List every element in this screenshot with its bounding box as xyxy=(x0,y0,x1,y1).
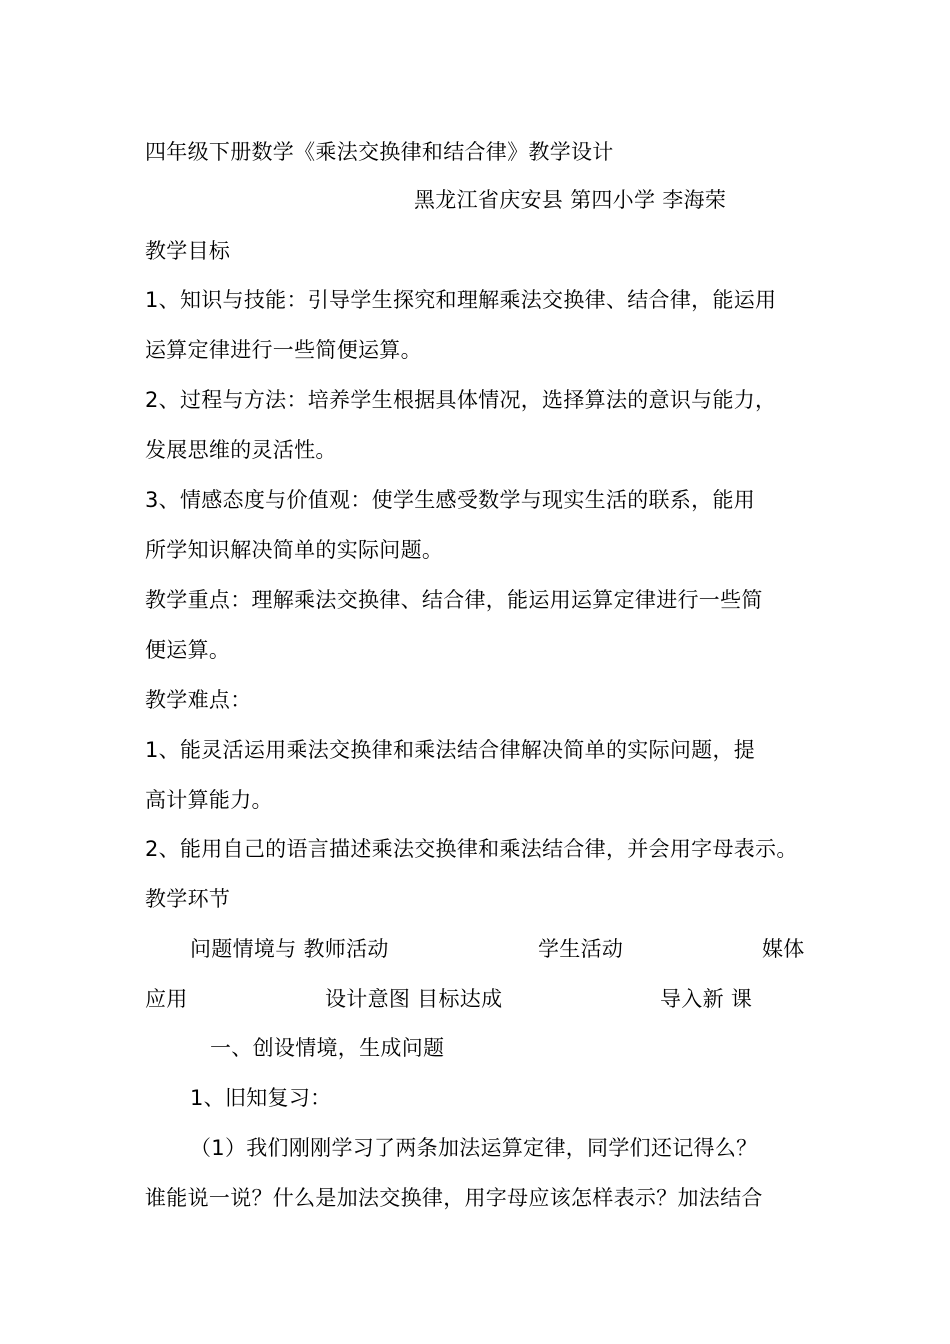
difficulty-1-line-1: 1、能灵活运用乘法交换律和乘法结合律解决简单的实际问题，提 xyxy=(145,738,756,762)
table-header-intro: 导入新 课 xyxy=(660,987,753,1011)
goal-3-line-2: 所学知识解决简单的实际问题。 xyxy=(145,538,444,562)
table-header-application: 应用 xyxy=(145,987,188,1011)
goal-3-line-1: 3、情感态度与价值观：使学生感受数学与现实生活的联系，能用 xyxy=(145,488,756,512)
goal-1-line-2: 运算定律进行一些简便运算。 xyxy=(145,338,422,362)
table-header-media: 媒体 xyxy=(762,937,805,961)
author-line: 黑龙江省庆安县 第四小学 李海荣 xyxy=(414,188,727,212)
difficulty-1-line-2: 高计算能力。 xyxy=(145,788,273,812)
section-one-heading: 一、创设情境，生成问题 xyxy=(210,1036,445,1060)
key-point-line-2: 便运算。 xyxy=(145,638,231,662)
difficulty-2: 2、能用自己的语言描述乘法交换律和乘法结合律，并会用字母表示。 xyxy=(145,837,798,861)
goal-2-line-1: 2、过程与方法：培养学生根据具体情况，选择算法的意识与能力， xyxy=(145,388,777,412)
goal-2-line-2: 发展思维的灵活性。 xyxy=(145,438,337,462)
table-header-student: 学生活动 xyxy=(538,937,624,961)
review-heading: 1、旧知复习： xyxy=(190,1086,332,1110)
review-question-line-2: 谁能说一说？什么是加法交换律，用字母应该怎样表示？加法结合 xyxy=(145,1186,763,1210)
heading-teaching-goals: 教学目标 xyxy=(145,239,231,263)
review-question-line-1: （1）我们刚刚学习了两条加法运算定律，同学们还记得么？ xyxy=(190,1136,758,1160)
heading-teaching-steps: 教学环节 xyxy=(145,887,231,911)
goal-1-line-1: 1、知识与技能：引导学生探究和理解乘法交换律、结合律，能运用 xyxy=(145,288,777,312)
table-header-design-goal: 设计意图 目标达成 xyxy=(325,987,503,1011)
key-point-line-1: 教学重点：理解乘法交换律、结合律，能运用运算定律进行一些简 xyxy=(145,588,763,612)
document-title: 四年级下册数学《乘法交换律和结合律》教学设计 xyxy=(145,140,614,164)
heading-difficulty: 教学难点： xyxy=(145,688,252,712)
table-header-context-teacher: 问题情境与 教师活动 xyxy=(190,937,389,961)
